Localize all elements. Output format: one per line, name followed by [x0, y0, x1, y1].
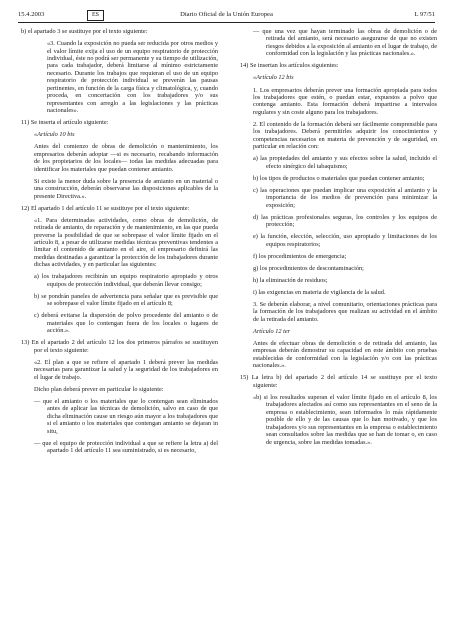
article-heading: «Artículo 10 bis [34, 131, 75, 139]
paragraph: «1. Para determinadas actividades, como obras de demolición, de retirada de amianto, de reparación y de mantenimiento, en las que pueda preverse la posibilidad de que se sobrepase el valor límite fijado en el artículo 8, a pesar de utilizarse medidas técnicas preventivas tendentes a limitar el contenido de amianto en el aire, el empresario definirá las medidas destinadas a garantizar la protección de los trabajadores durante dichas actividades, y en particular las siguientes: [34, 216, 218, 269]
journal-title: Diario Oficial de la Unión Europea [180, 11, 273, 18]
paragraph: 1. Los empresarios deberán prever una formación apropiada para todos los trabajadores que estén, o puedan estar, expuestos a polvo que contenga amianto. Esta formación deberá impartirse a intervalos regulares y sin coste alguno para los trabajadores. [253, 86, 437, 116]
paragraph: 15) La letra b) del apartado 2 del artículo 14 se sustituye por el texto siguiente: [240, 374, 437, 389]
paragraph: «2. El plan a que se refiere el apartado 1 deberá prever las medidas necesarias para garantizar la salud y la seguridad de los trabajadores en el lugar de trabajo. [34, 358, 218, 381]
paragraph: b) el apartado 3 se sustituye por el texto siguiente: [21, 28, 148, 35]
language-badge: ES [87, 10, 104, 21]
list-item: a) las propiedades del amianto y sus efectos sobre la salud, incluido el efecto sinérgico del tabaquismo; [253, 155, 437, 170]
list-item: b) los tipos de productos o materiales que puedan contener amianto; [253, 174, 425, 182]
list-item: h) la eliminación de residuos; [253, 276, 328, 284]
paragraph: 11) Se inserta el artículo siguiente: [21, 119, 109, 127]
paragraph: 12) El apartado 1 del artículo 11 se sustituye por el texto siguiente: [21, 204, 190, 212]
list-item: «b) si los resultados superan el valor límite fijado en el artículo 8, los trabajadores afectados así como sus representantes en el seno de la empresa o establecimiento, sean informados lo más rápidamente posible de ello y de las causas que lo han motivado, y que los trabajadores y/o sus representantes en la empresa o establecimiento sean consultados sobre las medidas que se han de tomar o, en caso de urgencia, sobre las medidas tomadas.». [253, 393, 437, 446]
publication-date: 15.4.2003 [18, 11, 45, 18]
paragraph: Antes de efectuar obras de demolición o de retirada del amianto, las empresas deberán demostrar su capacidad en este ámbito con pruebas establecidas de conformidad con la legislación y/o con las prácticas nacionales.». [253, 340, 437, 370]
paragraph: «3. Cuando la exposición no pueda ser reducida por otros medios y el valor límite exija el uso de un equipo respiratorio de protección individual, éste no podrá ser permanente y su tiempo de utilización, para cada trabajador, deberá limitarse al mínimo estrictamente necesario. Durante los trabajos que requieran el uso de un equipo respiratorio de protección individual se preverán las pausas pertinentes, en función de la carga física y climatológica, y, cuando proceda, en concertación con los trabajadores y/o sus representantes con arreglo a las legislaciones y las prácticas nacionales». [47, 40, 218, 115]
list-item: g) los procedimientos de descontaminación; [253, 264, 364, 272]
list-item: c) deberá evitarse la dispersión de polvo procedente del amianto o de materiales que lo contengan fuera de los locales o lugares de acción.». [34, 312, 218, 335]
list-item: f) los procedimientos de emergencia; [253, 252, 347, 260]
right-column [240, 28, 437, 451]
paragraph: Dicho plan deberá prever en particular lo siguiente: [34, 385, 164, 393]
list-item: i) las exigencias en materia de vigilancia de la salud. [253, 288, 386, 296]
left-column [21, 28, 218, 459]
paragraph: 3. Se deberán elaborar, a nivel comunitario, orientaciones prácticas para la formación de los trabajadores que realizan su actividad en el ámbito de la retirada del amianto. [253, 301, 437, 323]
list-item: a) los trabajadores recibirán un equipo respiratorio apropiado y otros equipos de protección individual, que deberán llevar consigo; [34, 273, 218, 288]
list-item: d) las prácticas profesionales seguras, los controles y los equipos de protección; [253, 213, 437, 229]
list-item: — que una vez que hayan terminado las obras de demolición o de retirada del amianto, será necesario asegurarse de que no existen riesgos debidos a la exposición al amianto en el lugar de trabajo, de conformidad con la legislación y las prácticas nacionales.». [253, 28, 437, 58]
list-item: — que el amianto o los materiales que lo contengan sean eliminados antes de aplicar las técnicas de demolición, salvo en caso de que dicha eliminación cause un riesgo aún mayor a los trabajadores que si el amianto o los materiales que contengan amianto se dejaran in situ, [34, 397, 218, 435]
paragraph: 14) Se insertan los artículos siguientes: [240, 62, 339, 70]
list-item: e) la función, elección, selección, uso apropiado y limitaciones de los equipos respiratorios; [253, 233, 437, 248]
article-heading: «Artículo 12 bis [253, 74, 294, 82]
paragraph: Si existe la menor duda sobre la presencia de amianto en un material o una construcción, deberán observarse las disposiciones aplicables de la presente Directiva.». [34, 177, 218, 200]
paragraph: Antes del comienzo de obras de demolición o mantenimiento, los empresarios deberán adoptar —si es necesario, recabando información de los propietarios de los locales— todas las medidas adecuadas para identificar los materiales que puedan contener amianto. [34, 143, 218, 173]
page-header [18, 8, 435, 23]
list-item: c) las operaciones que puedan implicar una exposición al amianto y la importancia de los medios de prevención para minimizar la exposición; [253, 186, 437, 209]
paragraph: 2. El contenido de la formación deberá ser fácilmente comprensible para los trabajadores. Deberá permitirles adquirir los conocimientos y competencias necesarios en materia de prevención y de seguridad, en particular en relación con: [253, 120, 437, 151]
paragraph: 13) En el apartado 2 del artículo 12 los dos primeros párrafos se sustituyen por el texto siguiente: [21, 339, 218, 354]
list-item: — que el equipo de protección individual a que se refiere la letra a) del apartado 1 del artículo 11 sea suministrado, si es necesario, [34, 439, 218, 455]
list-item: b) se pondrán paneles de advertencia para señalar que es previsible que se sobrepase el valor límite fijado en el artículo 8; [34, 292, 218, 308]
article-heading: Artículo 12 ter [253, 327, 291, 335]
page-number: L 97/51 [414, 11, 435, 18]
